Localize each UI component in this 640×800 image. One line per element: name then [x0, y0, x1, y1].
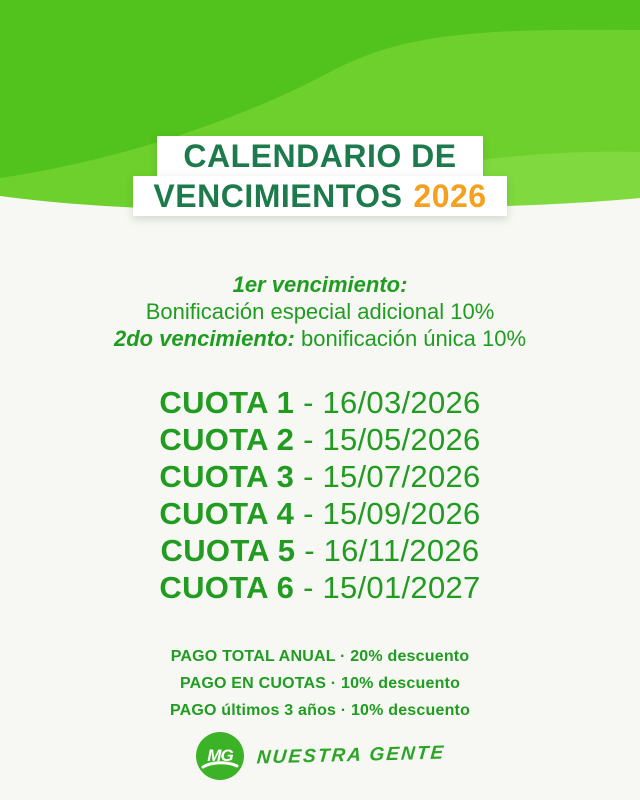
title-block — [0, 136, 640, 216]
schedule-row — [0, 495, 640, 532]
cuota-date: 16/11/2026 — [323, 533, 480, 568]
cuota-label: CUOTA 5 — [160, 533, 296, 568]
brand-name: NUESTRA GENTE — [255, 742, 446, 769]
title-line1: CALENDARIO DE — [183, 137, 457, 174]
intro-line3-rest: bonificación única 10% — [294, 326, 527, 351]
intro-line1 — [0, 271, 640, 298]
brand-footer — [0, 732, 640, 780]
cuota-date: 16/03/2026 — [322, 385, 481, 420]
title-box-top — [157, 136, 482, 176]
cuota-separator: - — [303, 385, 314, 420]
cuota-date: 15/09/2026 — [322, 496, 481, 531]
cuota-separator: - — [303, 422, 314, 457]
schedule-row — [0, 569, 640, 606]
cuota-label: CUOTA 6 — [159, 570, 295, 605]
intro-line3 — [0, 325, 640, 352]
cuota-separator: - — [304, 533, 315, 568]
discount-line: PAGO últimos 3 años · 10% descuento — [169, 702, 471, 719]
title-year: 2026 — [413, 177, 487, 214]
cuota-date: 15/01/2027 — [322, 570, 481, 605]
intro-line1-text: 1er vencimiento: — [232, 272, 408, 297]
cuota-date: 15/05/2026 — [322, 422, 481, 457]
cuota-label: CUOTA 3 — [159, 459, 295, 494]
cuota-label: CUOTA 4 — [159, 496, 295, 531]
schedule-list — [0, 384, 640, 606]
cuota-separator: - — [303, 459, 314, 494]
schedule-row — [0, 421, 640, 458]
intro-line3-bold: 2do vencimiento: — [113, 326, 295, 351]
cuota-label: CUOTA 1 — [159, 385, 295, 420]
intro-text — [0, 271, 640, 352]
schedule-row — [0, 384, 640, 421]
mg-logo-icon — [196, 732, 244, 780]
discount-line: PAGO EN CUOTAS · 10% descuento — [179, 675, 461, 692]
discounts-block — [0, 643, 640, 724]
cuota-separator: - — [303, 496, 314, 531]
intro-line2: Bonificación especial adicional 10% — [145, 299, 495, 324]
content-panel — [0, 232, 640, 800]
title-line2: VENCIMIENTOS — [153, 177, 403, 214]
schedule-row — [0, 458, 640, 495]
cuota-label: CUOTA 2 — [159, 422, 295, 457]
discount-line: PAGO TOTAL ANUAL · 20% descuento — [170, 648, 470, 665]
mg-logo-initials: MG — [206, 746, 233, 765]
cuota-date: 15/07/2026 — [322, 459, 481, 494]
schedule-row — [0, 532, 640, 569]
cuota-separator: - — [303, 570, 314, 605]
title-box-bottom — [133, 176, 506, 216]
